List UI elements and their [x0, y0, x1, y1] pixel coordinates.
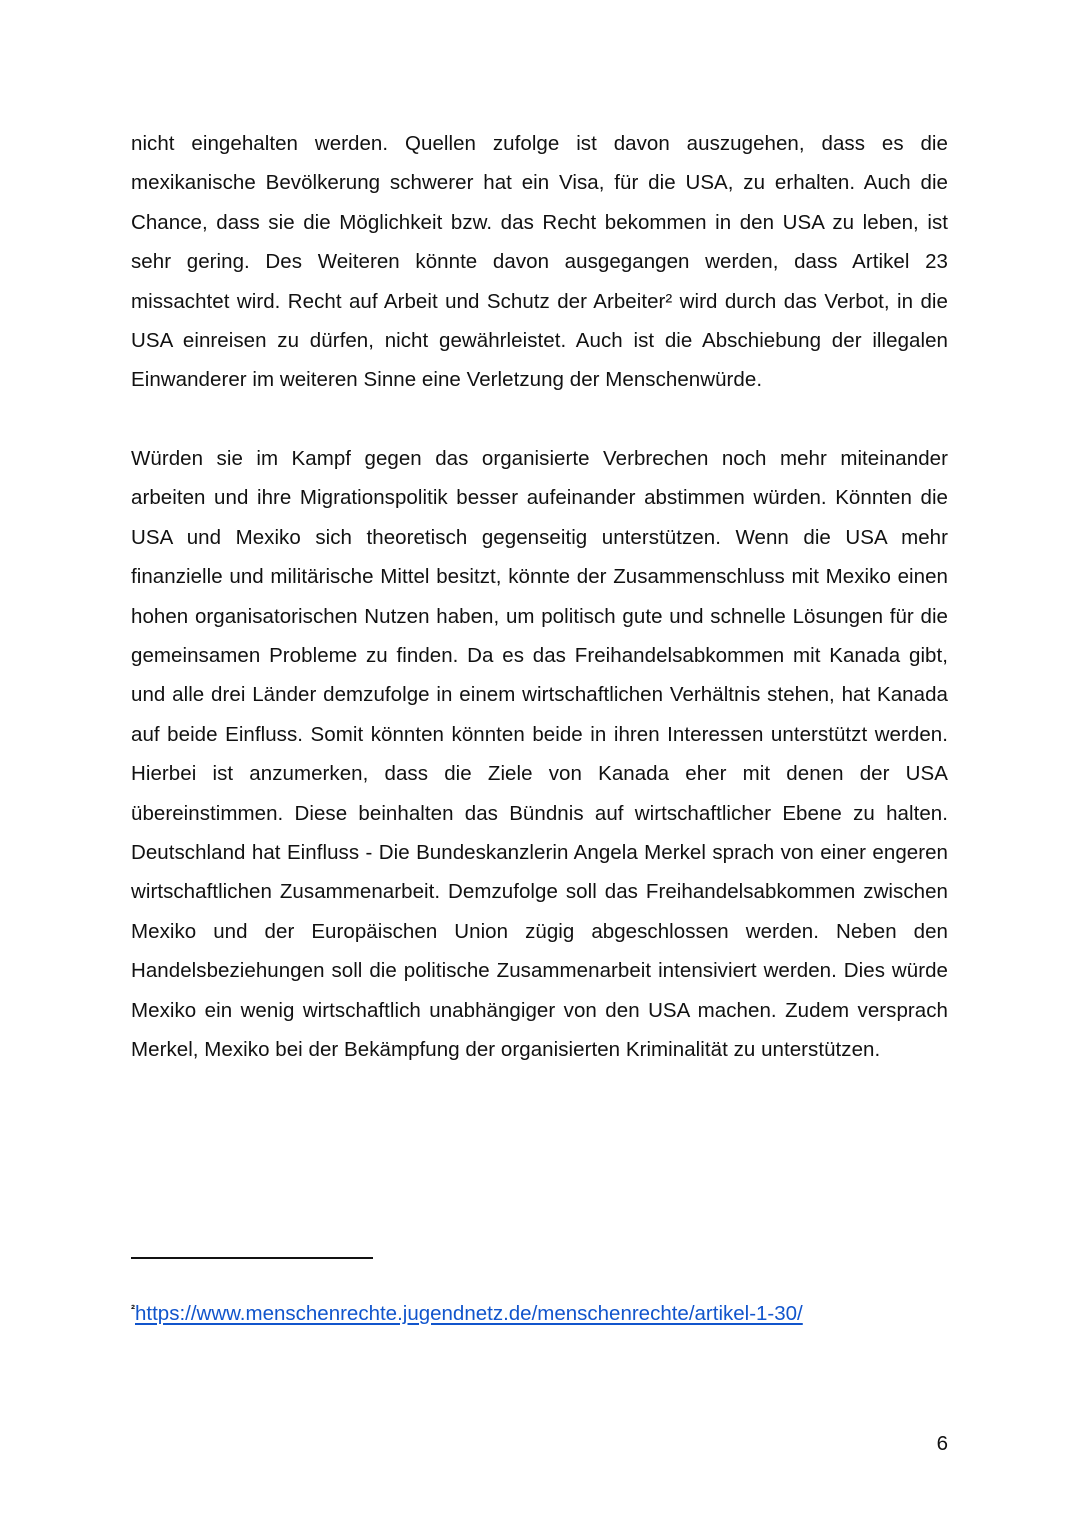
- body-paragraph-1: nicht eingehalten werden. Quellen zufolge ist davon auszugehen, dass es die mexikanische Bevölkerung schwerer hat ein Visa, für die USA, zu erhalten. Auch die Chance, dass sie die Möglichkeit bzw. das Recht bekommen in den USA zu leben, ist sehr gering. Des Weiteren könnte davon ausgegangen werden, dass Artikel 23 missachtet wird. Recht auf Arbeit und Schutz der Arbeiter² wird durch das Verbot, in die USA einreisen zu dürfen, nicht gewährleistet. Auch ist die Abschiebung der illegalen Einwanderer im weiteren Sinne eine Verletzung der Menschenwürde.: [131, 132, 948, 392]
- footnote-link[interactable]: https://www.menschenrechte.jugendnetz.de/menschenrechte/artikel-1-30/: [135, 1302, 803, 1325]
- page-number: 6: [936, 1432, 948, 1455]
- footnote-marker: ²: [131, 1302, 135, 1316]
- footnote: [131, 1296, 803, 1327]
- body-paragraph-2: Würden sie im Kampf gegen das organisierte Verbrechen noch mehr miteinander arbeiten und ihre Migrationspolitik besser aufeinander abstimmen würden. Könnten die USA und Mexiko sich theoretisch gegenseitig unterstützen. Wenn die USA mehr finanzielle und militärische Mittel besitzt, könnte der Zusammenschluss mit Mexiko einen hohen organisatorischen Nutzen haben, um politisch gute und schnelle Lösungen für die gemeinsamen Probleme zu finden. Da es das Freihandelsabkommen mit Kanada gibt, und alle drei Länder demzufolge in einem wirtschaftlichen Verhältnis stehen, hat Kanada auf beide Einfluss. Somit könnten könnten beide in ihren Interessen unterstützt werden. Hierbei ist anzumerken, dass die Ziele von Kanada eher mit denen der USA übereinstimmen. Diese beinhalten das Bündnis auf wirtschaftlicher Ebene zu halten. Deutschland hat Einfluss - Die Bundeskanzlerin Angela Merkel sprach von einer engeren wirtschaftlichen Zusammenarbeit. Demzufolge soll das Freihandelsabkommen zwischen Mexiko und der Europäischen Union zügig abgeschlossen werden. Neben den Handelsbeziehungen soll die politische Zusammenarbeit intensiviert werden. Dies würde Mexiko ein wenig wirtschaftlich unabhängiger von den USA machen. Zudem versprach Merkel, Mexiko bei der Bekämpfung der organisierten Kriminalität zu unterstützen.: [131, 447, 948, 1062]
- footnote-separator: [131, 1257, 373, 1259]
